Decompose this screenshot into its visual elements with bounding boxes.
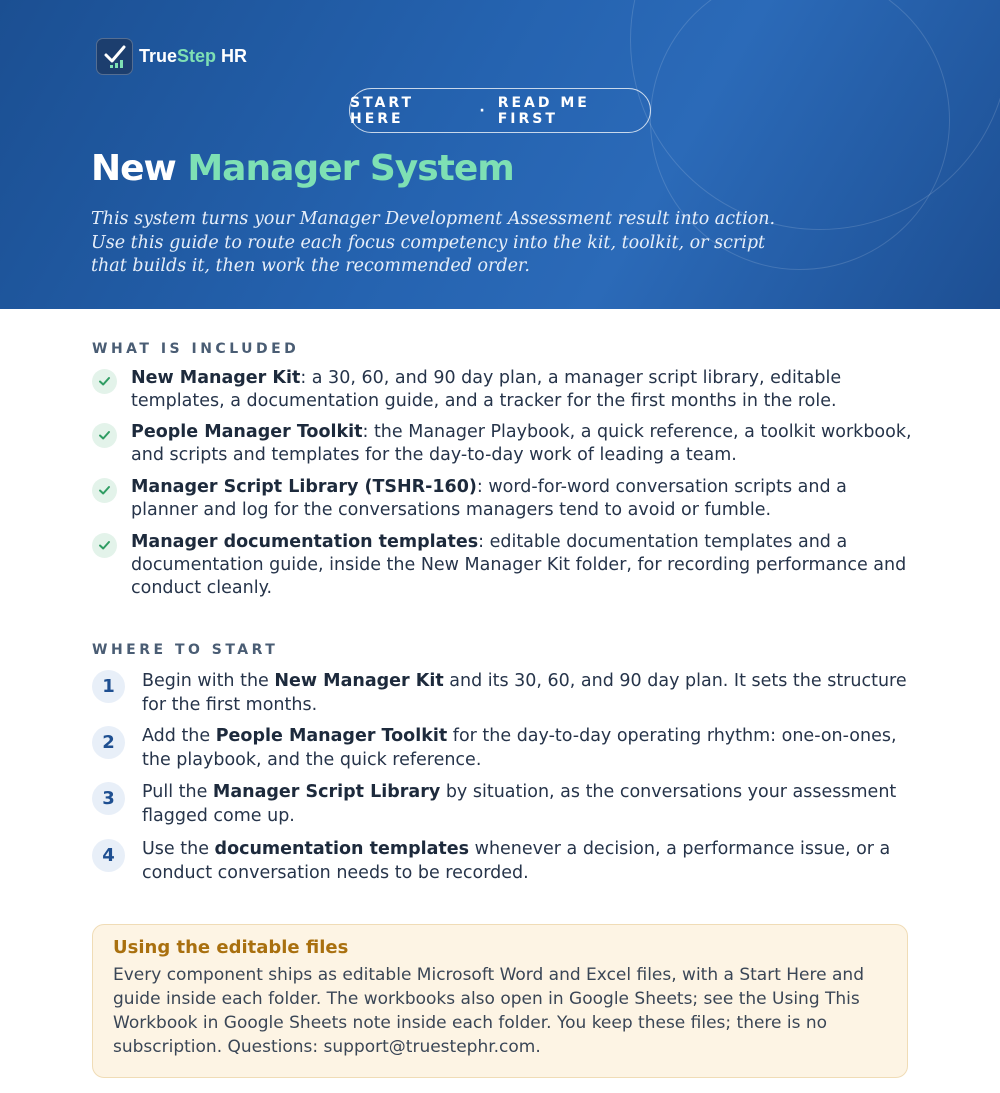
step-text: Use the documentation templates whenever a decision, a performance issue, or a conduct conversation needs to be recorded. [142,839,891,883]
badge-separator: · [479,102,488,119]
start-here-badge [349,88,651,133]
included-heading: WHAT IS INCLUDED [92,341,300,357]
note-title: Using the editable files [113,937,349,958]
included-item-text: Manager Script Library (TSHR-160): word-for-word conversation scripts and a planner and log for the conversations managers tend to avoid or fumble. [131,477,847,520]
step-number: 2 [92,726,125,759]
note-text: Every component ships as editable Microsoft Word and Excel files, with a Start Here and guide inside each folder. The workbooks also open in Google Sheets; see the Using This Workbook in Google Sheets note inside each folder. You keep these files; there is no subscription. Questions: support@truestephr.com. [113,965,864,1057]
step-number: 1 [92,670,125,703]
brand-logo [96,38,247,75]
step-text: Pull the Manager Script Library by situation, as the conversations your assessment flagged come up. [142,782,897,826]
checkmark-chart-icon [96,38,133,75]
check-icon [92,369,117,394]
included-item-text: Manager documentation templates: editable documentation templates and a documentation guide, inside the New Manager Kit folder, for recording performance and conduct cleanly. [131,532,907,598]
badge-left-text: START HERE [350,94,415,127]
intro-text: This system turns your Manager Development Assessment result into action. Use this guide to route each focus competency into the kit, toolkit, or script that builds it, then work the recommended order. [91,209,776,276]
start-heading: WHERE TO START [92,642,279,658]
check-icon [92,533,117,558]
check-icon [92,423,117,448]
included-item-text: New Manager Kit: a 30, 60, and 90 day plan, a manager script library, editable templates, a documentation guide, and a tracker for the first months in the role. [131,368,842,411]
page-title: New Manager System [91,148,514,189]
brand-name: TrueStep HR [139,46,248,66]
hero-banner [0,0,1000,309]
included-item-text: People Manager Toolkit: the Manager Playbook, a quick reference, a toolkit workbook, and scripts and templates for the day-to-day work of leading a team. [131,422,912,465]
step-number: 3 [92,782,125,815]
check-icon [92,478,117,503]
step-number: 4 [92,839,125,872]
step-text: Add the People Manager Toolkit for the day-to-day operating rhythm: one-on-ones, the playbook, and the quick reference. [142,726,897,770]
editable-files-note [92,924,908,1078]
badge-right-text: READ ME FIRST [497,94,590,127]
step-text: Begin with the New Manager Kit and its 30, 60, and 90 day plan. It sets the structure for the first months. [142,671,907,715]
